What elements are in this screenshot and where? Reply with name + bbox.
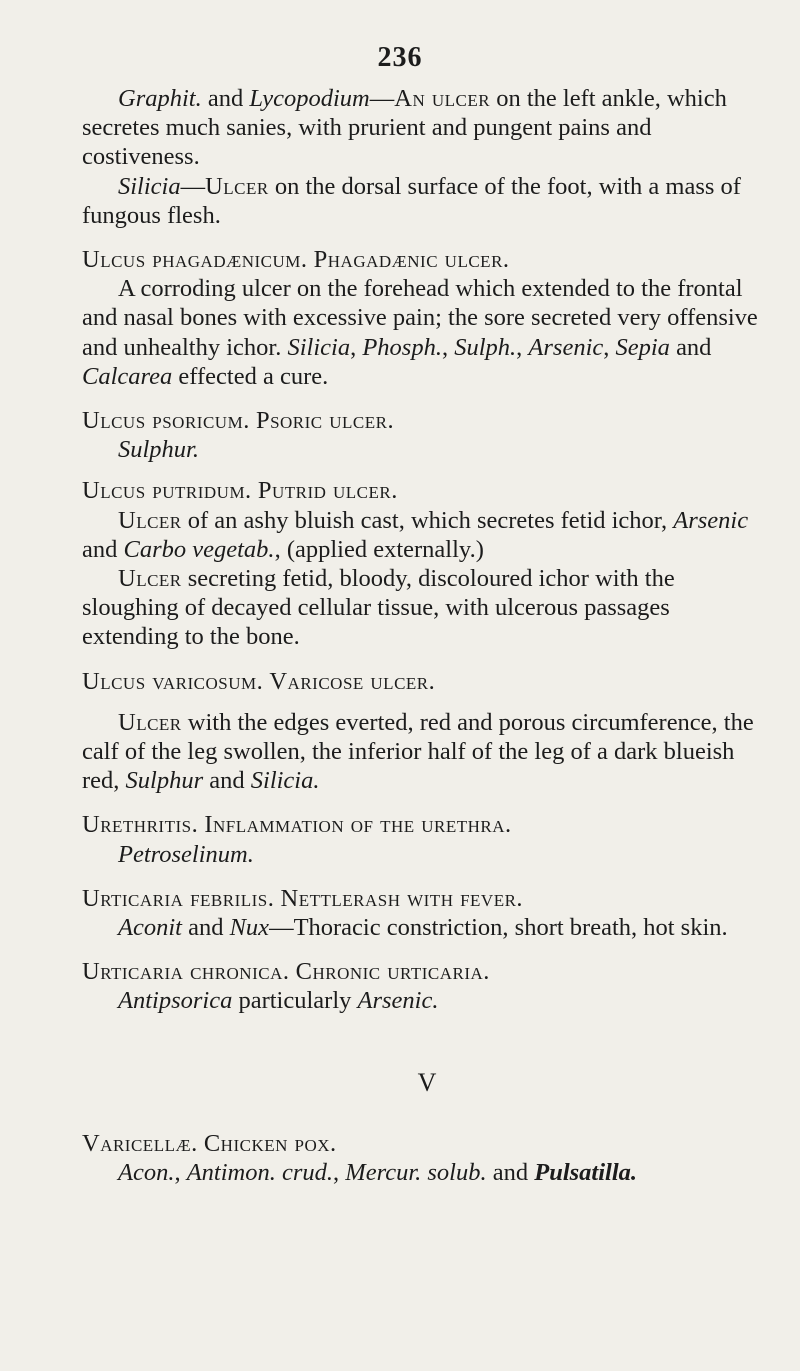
remedy-name: Sulphur xyxy=(125,767,204,795)
remedy-name: Antipsorica xyxy=(118,987,233,1015)
english-heading: Inflammation of the urethra. xyxy=(204,811,512,839)
remedy-name: Silicia xyxy=(118,172,181,200)
entry-urticaria-chronica: Antipsorica particularly Arsenic. xyxy=(118,987,439,1015)
remedy-name: Graphit. xyxy=(118,85,202,112)
remedy-name: Carbo vegetab. xyxy=(123,535,275,563)
section-letter: V xyxy=(417,1067,437,1097)
remedy-name: Petroselinum. xyxy=(118,840,254,868)
remedy-name: Silicia xyxy=(287,333,351,361)
entry-silicia: Silicia—Ulcer on the dorsal surface of the foot, with a mass of fungous flesh. xyxy=(82,172,741,229)
heading-varicellae xyxy=(82,1129,772,1158)
remedy-name: Sulphur. xyxy=(118,436,200,464)
entry-text: on the dorsal surface of the foot, with a mass of fungous flesh. xyxy=(82,172,741,229)
latin-heading: Urticaria chronica. xyxy=(82,958,290,986)
latin-heading: Ulcus phagadænicum. xyxy=(82,246,308,274)
remedy-name: Nux xyxy=(229,914,270,942)
english-heading: Chronic urticaria. xyxy=(295,958,490,986)
entry-psoricum xyxy=(82,435,772,464)
ulcer-label: An ulcer xyxy=(394,85,491,112)
entry-putridum-1: Ulcer of an ashy bluish cast, which secretes fetid ichor, Arsenic and Carbo vegetab., (applied externally.) xyxy=(82,506,749,563)
remedy-name: Arsenic xyxy=(673,506,749,534)
latin-heading: Ulcus psoricum. xyxy=(82,407,250,435)
latin-heading: Ulcus putridum. xyxy=(82,477,252,505)
latin-heading: Ulcus varicosum. xyxy=(82,667,264,695)
entry-text: on the left ankle, which secretes much sanies, with prurient and pungent pains and costiveness. xyxy=(82,85,727,171)
page-number: 236 xyxy=(377,42,423,73)
heading-phagadaenicum xyxy=(82,245,772,274)
english-heading: Chicken pox. xyxy=(203,1129,337,1157)
heading-urticaria-febrilis xyxy=(82,884,772,913)
entry-urethritis xyxy=(82,840,772,869)
latin-heading: Urticaria febrilis. xyxy=(82,884,275,912)
ulcer-label: Ulcer xyxy=(118,708,182,736)
remedy-name: Mercur. solub. xyxy=(345,1159,487,1187)
entry-varicellae: Acon., Antimon. crud., Mercur. solub. and Pulsatilla. xyxy=(118,1159,638,1187)
ulcer-label: Ulcer xyxy=(205,172,269,200)
remedy-name: Aconit xyxy=(118,914,182,942)
remedy-name: Phosph. xyxy=(362,333,442,361)
ulcer-label: Ulcer xyxy=(118,565,182,593)
english-heading: Nettlerash with fever. xyxy=(280,884,524,912)
page-text xyxy=(82,84,772,1187)
remedy-name: Arsenic. xyxy=(357,987,439,1015)
entry-phagadaenicum: A corroding ulcer on the forehead which extended to the frontal and nasal bones with excessive pain; the sore secreted very offensive and unhealthy ichor. Silicia, Phosph., Sulph., Arsenic, Sepia and Calcarea effected a cure. xyxy=(82,275,758,390)
ulcer-label: Ulcer xyxy=(118,506,182,534)
english-heading: Phagadænic ulcer. xyxy=(313,246,510,274)
english-heading: Varicose ulcer. xyxy=(269,667,436,695)
remedy-name: Lycopodium xyxy=(249,85,370,112)
heading-urticaria-chronica xyxy=(82,957,772,986)
remedy-name: Sulph. xyxy=(454,333,517,361)
remedy-name: Calcarea xyxy=(82,362,173,390)
remedy-name: Antimon. crud. xyxy=(186,1159,334,1187)
heading-psoricum xyxy=(82,406,772,435)
english-heading: Putrid ulcer. xyxy=(257,477,398,505)
entry-graphit: Graphit. and Lycopodium—An ulcer on the left ankle, which secretes much sanies, with prurient and pungent pains and costiveness. xyxy=(82,85,727,171)
remedy-name: Sepia xyxy=(615,333,670,361)
remedy-name: Arsenic xyxy=(528,333,604,361)
heading-putridum xyxy=(82,476,772,505)
remedy-name: Silicia. xyxy=(250,767,320,795)
remedy-name: Pulsatilla. xyxy=(534,1159,638,1187)
latin-heading: Urethritis. xyxy=(82,811,199,839)
heading-urethritis xyxy=(82,810,772,839)
english-heading: Psoric ulcer. xyxy=(255,407,395,435)
remedy-name: Acon. xyxy=(118,1159,175,1187)
latin-heading: Varicellæ. xyxy=(82,1129,198,1157)
entry-putridum-2: Ulcer secreting fetid, bloody, discoloured ichor with the sloughing of decayed cellular tissue, with ulcerous passages extending to the bone. xyxy=(82,565,675,651)
heading-varicosum xyxy=(82,667,772,696)
entry-varicosum: Ulcer with the edges everted, red and porous circumference, the calf of the leg swollen, the inferior half of the leg of a dark blueish red, Sulphur and Silicia. xyxy=(82,708,754,795)
entry-urticaria-febrilis: Aconit and Nux—Thoracic constriction, short breath, hot skin. xyxy=(118,914,728,942)
